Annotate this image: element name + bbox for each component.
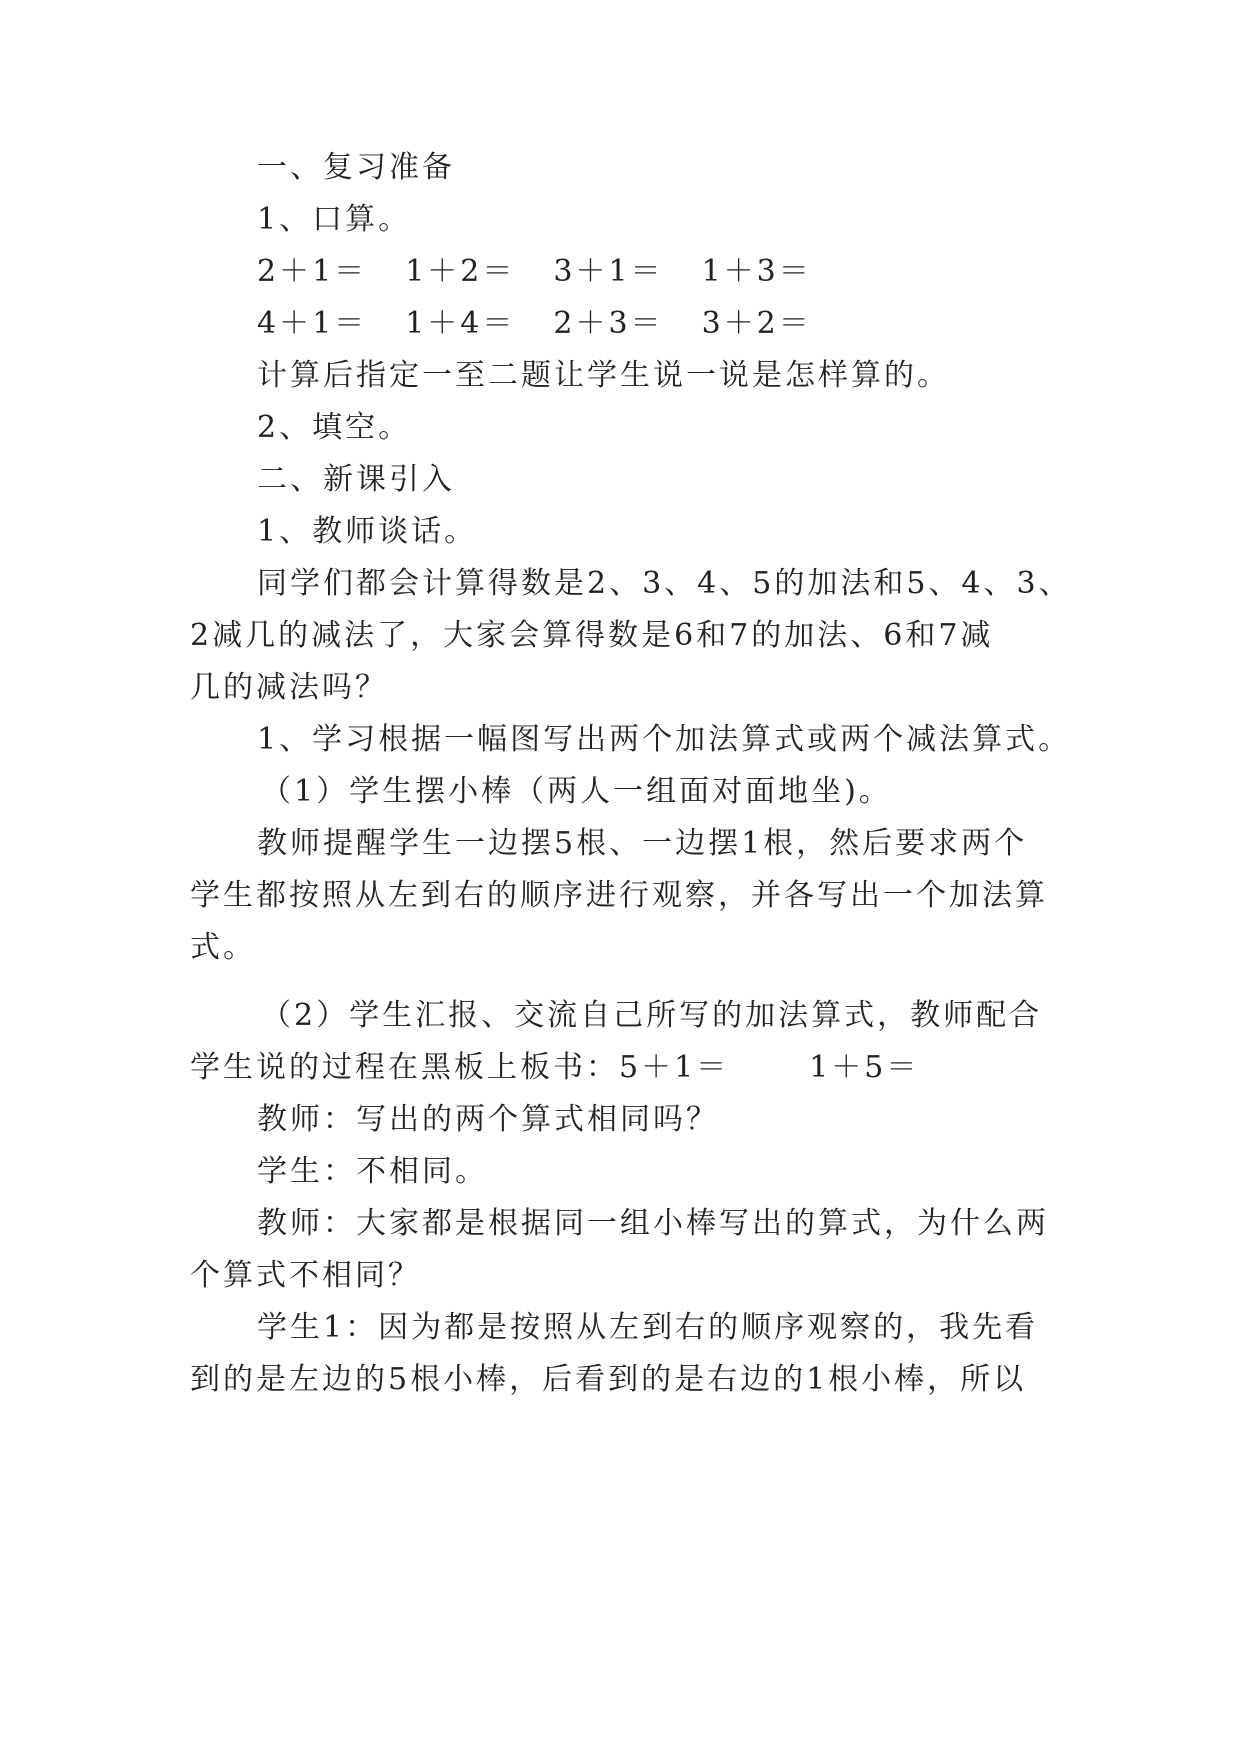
item-teacher-talk: 1、教师谈话。 — [257, 514, 478, 549]
equation: 2＋3＝ — [553, 306, 664, 341]
equation: 4＋1＝ — [257, 306, 368, 341]
paragraph: 式。 — [190, 930, 256, 965]
paragraph: 2减几的减法了，大家会算得数是6和7的加法、6和7减 — [190, 618, 994, 653]
equation-row-1 — [257, 252, 850, 292]
dialogue-student: 学生：不相同。 — [257, 1154, 488, 1189]
equation: 3＋2＝ — [701, 306, 812, 341]
equation: 1＋2＝ — [405, 254, 516, 289]
equation: 3＋1＝ — [553, 254, 664, 289]
paragraph: 计算后指定一至二题让学生说一说是怎样算的。 — [257, 358, 950, 393]
equation: 2＋1＝ — [257, 254, 368, 289]
paragraph-board — [190, 1048, 919, 1088]
dialogue-teacher: 教师：写出的两个算式相同吗？ — [257, 1102, 719, 1137]
board-equation: 1＋5＝ — [809, 1050, 920, 1085]
sub-item-2: （2）学生汇报、交流自己所写的加法算式，教师配合 — [261, 998, 1043, 1033]
dialogue-teacher: 教师：大家都是根据同一组小棒写出的算式，为什么两 — [257, 1206, 1049, 1241]
heading-review: 一、复习准备 — [257, 150, 455, 185]
paragraph: 个算式不相同？ — [190, 1258, 421, 1293]
heading-new-lesson: 二、新课引入 — [257, 462, 455, 497]
equation: 1＋4＝ — [405, 306, 516, 341]
item-learn: 1、学习根据一幅图写出两个加法算式或两个减法算式。 — [257, 722, 1072, 757]
paragraph: 到的是左边的5根小棒，后看到的是右边的1根小棒，所以 — [190, 1362, 1027, 1397]
item-fill-blank: 2、填空。 — [257, 410, 412, 445]
equation: 1＋3＝ — [701, 254, 812, 289]
paragraph: 教师提醒学生一边摆5根、一边摆1根，然后要求两个 — [257, 826, 1028, 861]
paragraph: 同学们都会计算得数是2、3、4、5的加法和5、4、3、 — [257, 566, 1072, 601]
board-text: 学生说的过程在黑板上板书：5＋1＝ — [190, 1050, 730, 1085]
paragraph: 学生都按照从左到右的顺序进行观察，并各写出一个加法算 — [190, 878, 1048, 913]
dialogue-student: 学生1：因为都是按照从左到右的顺序观察的，我先看 — [257, 1310, 1039, 1345]
sub-item-1: （1）学生摆小棒（两人一组面对面地坐)。 — [261, 774, 892, 809]
item-mental-calc: 1、口算。 — [257, 202, 412, 237]
paragraph: 几的减法吗？ — [190, 670, 388, 705]
equation-row-2 — [257, 304, 850, 344]
